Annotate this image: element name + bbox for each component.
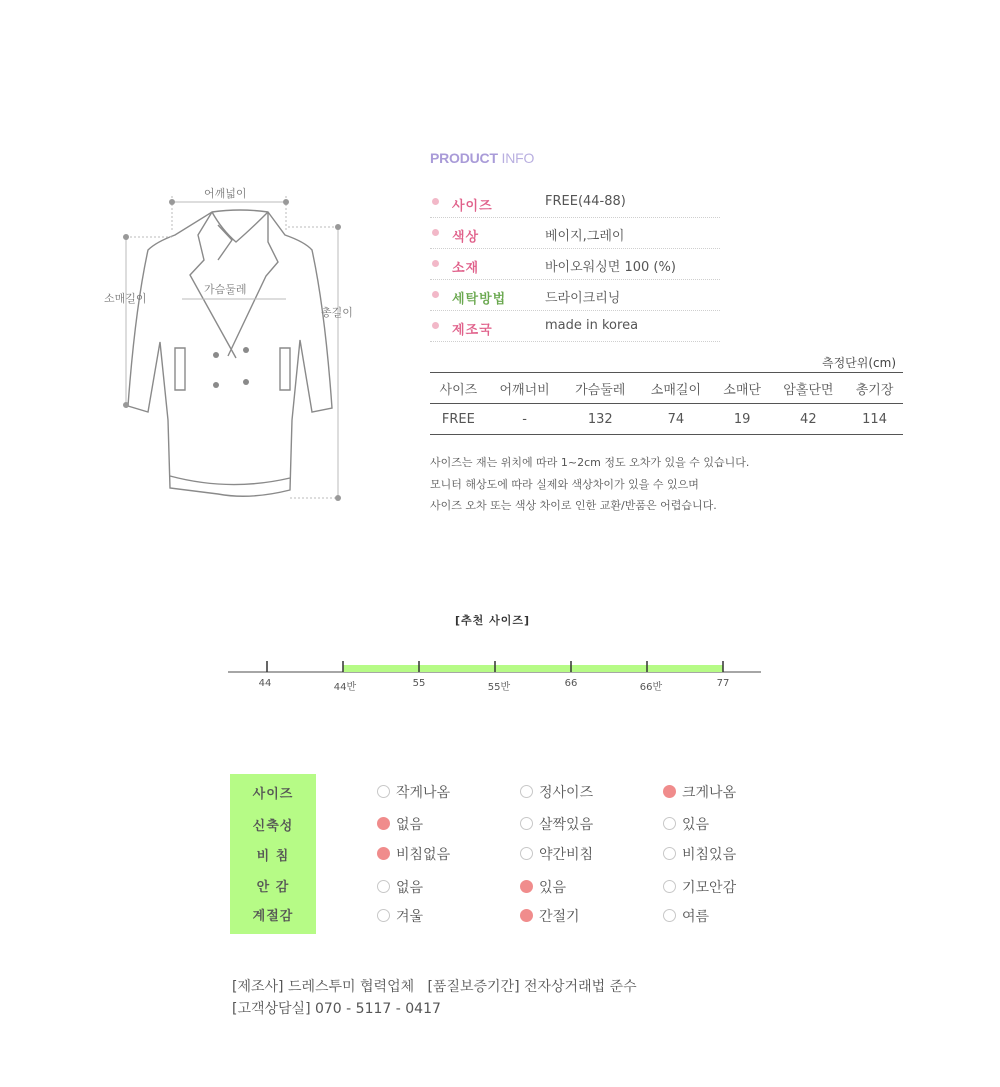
radio-selected-icon <box>663 785 676 798</box>
shoulder-width-label: 어깨넓이 <box>204 187 247 200</box>
option-label: 간절기 <box>539 909 580 925</box>
table-cell: FREE <box>441 411 475 427</box>
option-label: 없음 <box>396 880 424 896</box>
table-cell: 132 <box>587 411 613 427</box>
option-stretch-slight[interactable] <box>520 814 593 834</box>
option-label: 겨울 <box>396 909 424 925</box>
option-season-summer[interactable] <box>663 906 709 926</box>
info-label: 사이즈 <box>452 199 493 214</box>
radio-icon <box>520 847 533 860</box>
recommended-size-title: [추천 사이즈] <box>455 614 531 627</box>
option-label: 살짝있음 <box>539 817 594 833</box>
size-table-header <box>430 373 903 404</box>
option-label: 기모안감 <box>682 880 737 896</box>
attribute-label-lining: 안 감 <box>256 880 290 895</box>
seller-info-footer <box>232 976 637 1020</box>
column-header: 암홀단면 <box>783 382 834 398</box>
attribute-label-stretch: 신축성 <box>252 819 294 834</box>
table-cell: 74 <box>667 411 685 427</box>
column-header: 어깨너비 <box>499 382 550 398</box>
option-label: 크게나옴 <box>682 785 737 801</box>
customer-service-line: [고객상담실] 070 - 5117 - 0417 <box>232 1001 441 1017</box>
option-season-between[interactable] <box>520 906 580 926</box>
radio-selected-icon <box>520 909 533 922</box>
option-stretch-none[interactable] <box>377 814 423 834</box>
scale-label: 55반 <box>487 682 511 693</box>
info-label: 색상 <box>452 230 480 245</box>
option-stretch-yes[interactable] <box>663 814 709 834</box>
radio-icon <box>663 909 676 922</box>
column-header: 가슴둘레 <box>575 382 626 398</box>
note-line: 사이즈는 재는 위치에 따라 1~2cm 정도 오차가 있을 수 있습니다. <box>430 456 750 469</box>
product-info-title-normal: INFO <box>497 150 535 166</box>
coat-illustration <box>100 180 360 510</box>
info-label: 세탁방법 <box>452 292 507 307</box>
option-label: 비침있음 <box>682 847 737 863</box>
option-label: 여름 <box>682 909 710 925</box>
table-row <box>430 404 903 435</box>
sleeve-label: 소매길이 <box>104 292 147 305</box>
attribute-label-sheer: 비 침 <box>256 849 290 864</box>
bullet-icon <box>432 260 439 267</box>
option-size-large[interactable] <box>663 782 736 802</box>
manufacturer-line: [제조사] 드레스투미 협력업체 [품질보증기간] 전자상거래법 준수 <box>232 979 637 995</box>
info-row-material <box>430 249 720 280</box>
radio-selected-icon <box>377 847 390 860</box>
size-notes <box>430 452 749 517</box>
column-header: 총기장 <box>855 382 894 398</box>
option-label: 비침없음 <box>396 847 451 863</box>
bullet-icon <box>432 291 439 298</box>
scale-label: 77 <box>716 678 730 689</box>
size-table <box>430 372 903 435</box>
table-cell: - <box>522 411 527 427</box>
info-value: 드라이크리닝 <box>545 291 621 306</box>
radio-icon <box>377 785 390 798</box>
column-header: 소매길이 <box>650 382 702 398</box>
radio-selected-icon <box>377 817 390 830</box>
column-header: 사이즈 <box>439 382 478 398</box>
attribute-label-size: 사이즈 <box>252 787 294 802</box>
radio-icon <box>663 847 676 860</box>
column-header: 소매단 <box>723 382 761 398</box>
info-value: 바이오워싱면 100 (%) <box>545 260 676 275</box>
option-size-small[interactable] <box>377 782 450 802</box>
option-label: 정사이즈 <box>539 785 594 801</box>
radio-icon <box>520 785 533 798</box>
note-line: 사이즈 오차 또는 색상 차이로 인한 교환/반품은 어렵습니다. <box>430 499 717 512</box>
info-row-origin <box>430 311 720 342</box>
bullet-icon <box>432 198 439 205</box>
info-label: 제조국 <box>452 323 493 338</box>
note-line: 모니터 해상도에 따라 실제와 색상차이가 있을 수 있으며 <box>430 477 699 491</box>
scale-label: 66반 <box>639 682 663 693</box>
option-size-regular[interactable] <box>520 782 593 802</box>
bullet-icon <box>432 322 439 329</box>
option-lining-yes[interactable] <box>520 877 566 897</box>
product-info-title <box>430 150 534 166</box>
info-row-size <box>430 187 720 218</box>
option-sheer-slight[interactable] <box>520 844 593 864</box>
bullet-icon <box>432 229 439 236</box>
recommended-range-bar <box>343 665 723 672</box>
option-lining-fleece[interactable] <box>663 877 736 897</box>
info-row-washing <box>430 280 720 311</box>
attribute-label-panel <box>230 774 316 934</box>
scale-label: 44반 <box>333 682 357 693</box>
option-label: 작게나옴 <box>396 785 451 801</box>
option-season-winter[interactable] <box>377 906 423 926</box>
option-sheer-none[interactable] <box>377 844 450 864</box>
info-row-color <box>430 218 720 249</box>
table-cell: 42 <box>800 411 817 427</box>
product-info-list <box>430 187 720 342</box>
option-sheer-yes[interactable] <box>663 844 736 864</box>
product-info-title-bold: PRODUCT <box>430 150 498 166</box>
scale-label: 55 <box>412 678 426 689</box>
option-label: 있음 <box>682 817 710 833</box>
option-label: 약간비침 <box>539 847 594 863</box>
radio-icon <box>377 909 390 922</box>
table-cell: 114 <box>862 411 887 427</box>
table-cell: 19 <box>733 411 751 427</box>
attribute-label-season: 계절감 <box>252 909 294 924</box>
chest-label: 가슴둘레 <box>204 283 247 296</box>
option-lining-none[interactable] <box>377 877 423 897</box>
info-label: 소재 <box>452 261 480 276</box>
option-label: 있음 <box>539 880 567 896</box>
length-label: 총길이 <box>321 306 353 319</box>
radio-selected-icon <box>520 880 533 893</box>
option-label: 없음 <box>396 817 424 833</box>
info-value: 베이지,그레이 <box>545 229 625 244</box>
scale-label: 44 <box>258 678 272 689</box>
info-value: FREE(44-88) <box>545 194 626 209</box>
radio-icon <box>663 817 676 830</box>
measurement-unit: 측정단위(cm) <box>822 356 897 370</box>
info-value: made in korea <box>545 318 639 333</box>
radio-icon <box>377 880 390 893</box>
scale-label: 66 <box>564 678 578 689</box>
radio-icon <box>663 880 676 893</box>
radio-icon <box>520 817 533 830</box>
